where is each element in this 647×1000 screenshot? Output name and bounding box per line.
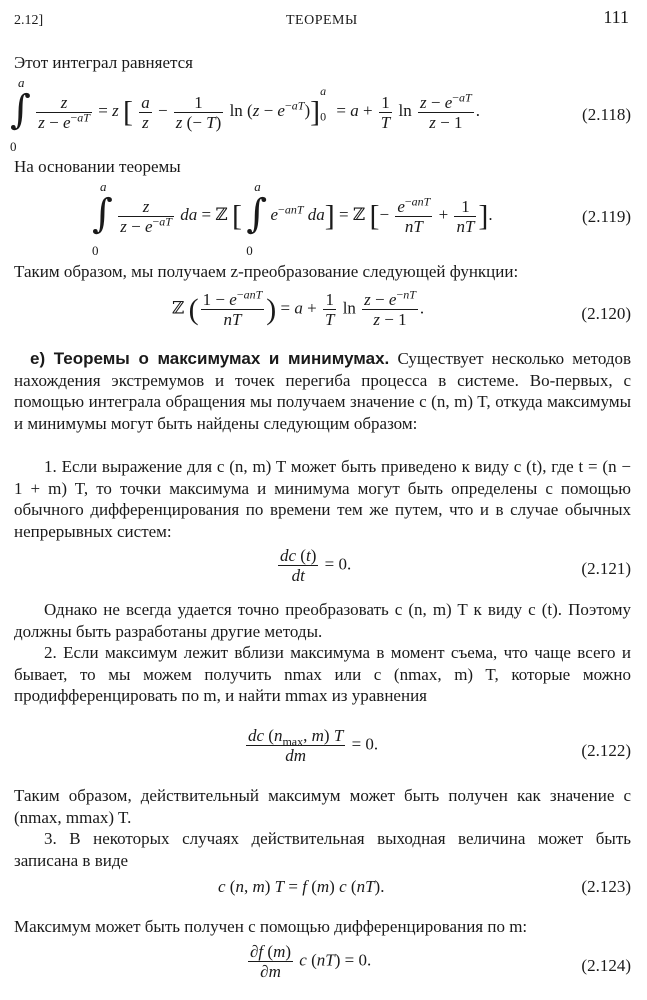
paragraph-2: На основании теоремы — [14, 157, 181, 176]
paragraph-6: Однако не всегда удается точно преобразовать c (n, m) T к виду c (t). Поэтому должны быть разработаны другие методы. — [14, 600, 631, 641]
section-heading: e) Теоремы о максимумах и минимумах. — [30, 349, 390, 368]
equation-number: (2.121) — [581, 559, 631, 578]
paragraph-4 — [14, 348, 631, 434]
equation-2-118: ∫ a 0 $\frac{z}{z - e^{-aT}}$ = z [ $\frac{a}{z}$ − $\frac{1}{z (- T)}$ $\ln (z - e^{-aT})]_0^a = a$ + $\frac{1}{T}$ ln $\frac{z - e^{-aT}}{z - 1}$ . — [10, 75, 480, 154]
equation-2-122: $\frac{dc (n_{max}, m) T}{dm}$ = 0. — [248, 726, 379, 765]
section-ref: 2.12] — [14, 13, 44, 28]
equation-number: (2.118) — [582, 105, 631, 124]
page-number: 111 — [603, 7, 629, 27]
paragraph-9: 3. В некоторых случаях действительная выходная величина может быть записана в виде — [14, 829, 631, 870]
paragraph-8: Таким образом, действительный максимум может быть получен как значение c (nmax, mmax) T. — [14, 786, 631, 827]
equation-2-123: c (n, m) T = f (m) c (nT). — [218, 877, 385, 896]
paragraph-5: 1. Если выражение для c (n, m) T может быть приведено к виду c (t), где t = (n − 1 + m) T, то точки максимума и минимума могут быть определены с помощью обычного дифференцирования по времени тем же путем, что и в случае обычных непрерывных систем: — [14, 457, 631, 541]
equation-2-124: $\frac{\partial f (m)}{\partial m}$ c (nT) = 0. — [250, 942, 372, 981]
equation-number: (2.124) — [581, 956, 631, 975]
paragraph-4-body: Существует несколько методов нахождения экстремумов и точек перегиба процесса в системе. Во-первых, с помощью интеграла обращения мы получаем значение c (n, m) T, откуда максимумы и минимумы могут быть найдены следующим образом: — [14, 349, 632, 433]
paragraph-1: Этот интеграл равняется — [14, 53, 193, 72]
equation-2-119: ∫ a 0 $\frac{z}{z - e^{-aT}}$ da = ℤ [ ∫ a 0 $e^{-anT}$ da] = ℤ [− $\frac{e^{-anT}}{nT}$ + $\frac{1}{nT}$ ]. — [92, 179, 493, 258]
equation-number: (2.122) — [581, 741, 631, 760]
equation-number: (2.119) — [582, 207, 631, 226]
equation-2-121: $\frac{dc (t)}{dt}$ = 0. — [280, 546, 352, 585]
paragraph-7: 2. Если максимум лежит вблизи максимума в момент съема, что чаще всего и бывает, то мы можем получить nmax или c (nmax, m) T, которые можно продифференцировать по m, и найти mmax из уравнения — [14, 643, 631, 705]
equation-number: (2.123) — [581, 877, 631, 896]
paragraph-3: Таким образом, мы получаем z-преобразование следующей функции: — [14, 262, 519, 281]
equation-number: (2.120) — [581, 304, 631, 323]
equation-2-120: ℤ ( $\frac{1 - e^{-anT}}{nT}$ ) = a + $\frac{1}{T}$ ln $\frac{z - e^{-nT}}{z - 1}$ . — [172, 287, 425, 329]
paragraph-10: Максимум может быть получен с помощью дифференцирования по m: — [14, 917, 528, 936]
running-title: ТЕОРЕМЫ — [286, 13, 358, 28]
